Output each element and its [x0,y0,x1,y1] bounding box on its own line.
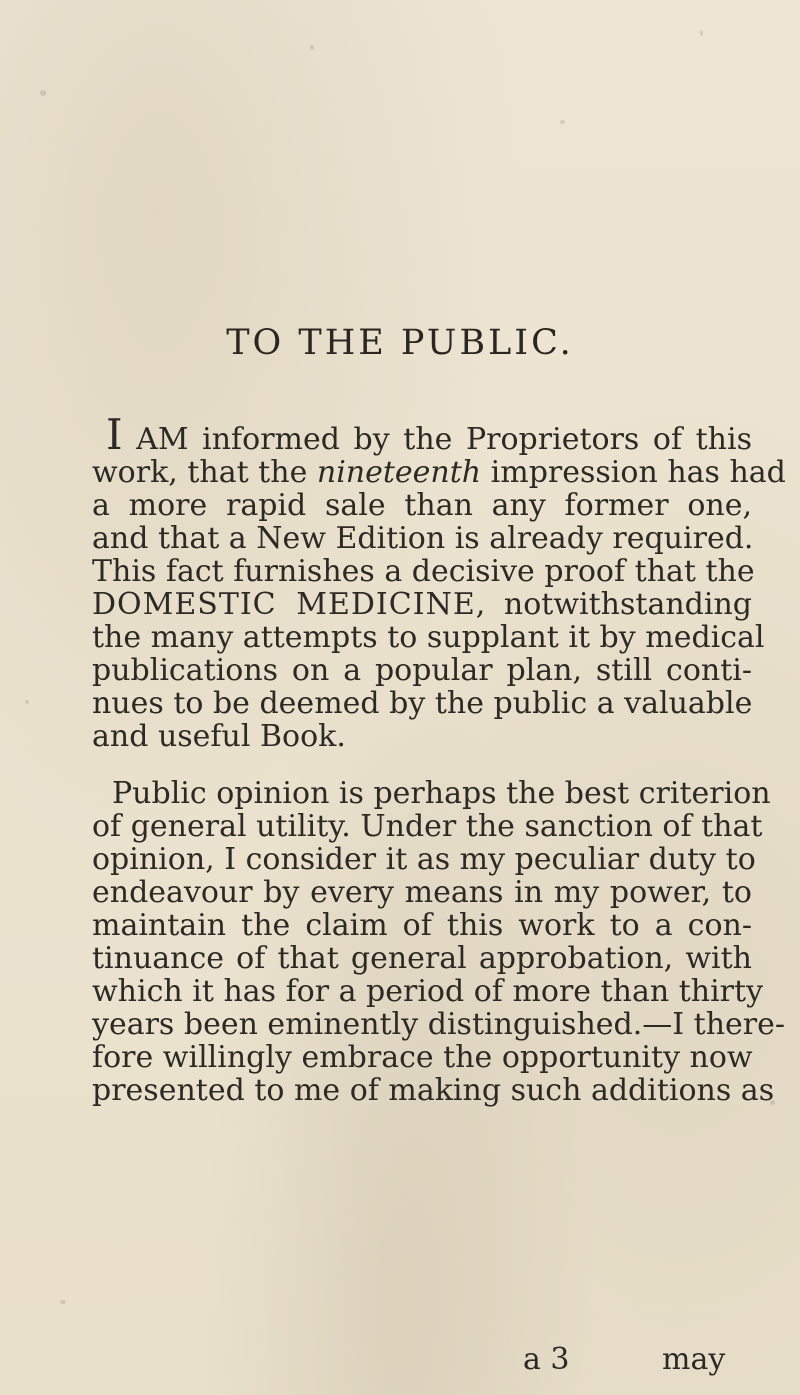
text-span: AM informed by the Proprietors of this [122,422,752,457]
text-line: and useful Book. [92,719,346,754]
signature-mark: a 3 [523,1342,570,1377]
drop-cap: I [106,410,123,459]
text-line: the many attempts to supplant it by medical [92,620,765,655]
text-line: which it has for a period of more than thirty [92,974,764,1009]
text-line: presented to me of making such additions as [92,1073,775,1108]
foxing-spot [25,700,29,704]
text-line: endeavour by every means in my power, to [92,875,752,910]
page-footer [0,1342,800,1382]
text-line: tinuance of that general approbation, with [92,941,752,976]
foxing-spot [700,30,703,36]
text-span: work, that the [92,455,308,490]
text-line [92,455,786,490]
text-line: publications on a popular plan, still conti- [92,653,752,688]
text-line: fore willingly embrace the opportunity now [92,1040,753,1075]
foxing-spot [560,120,565,124]
emphasis: nineteenth [316,455,482,490]
text-line: of general utility. Under the sanction of that [92,809,763,844]
paragraph-2 [92,776,786,1108]
catchword: may [662,1342,726,1377]
text-line [92,588,752,621]
text-line: This fact furnishes a decisive proof that the [92,554,755,589]
text-line: a more rapid sale than any former one, [92,488,752,523]
paragraph-1 [92,410,786,754]
foxing-spot [40,90,46,96]
text-line: nues to be deemed by the public a valuable [92,686,753,721]
text-line: maintain the claim of this work to a con- [92,908,752,943]
text-line [92,410,752,459]
foxing-spot [310,45,314,50]
page-title: TO THE PUBLIC. [226,323,574,364]
text-line: Public opinion is perhaps the best criterion [112,776,771,811]
foxing-spot [60,1300,66,1304]
book-title-mention: DOMESTIC MEDICINE [92,587,476,622]
text-line: opinion, I consider it as my peculiar duty to [92,842,756,877]
text-span: , notwithstanding [475,587,752,622]
text-span: impression has had [481,455,786,490]
text-line: years been eminently distinguished.—I there- [92,1007,786,1042]
text-line: and that a New Edition is already required. [92,521,754,556]
